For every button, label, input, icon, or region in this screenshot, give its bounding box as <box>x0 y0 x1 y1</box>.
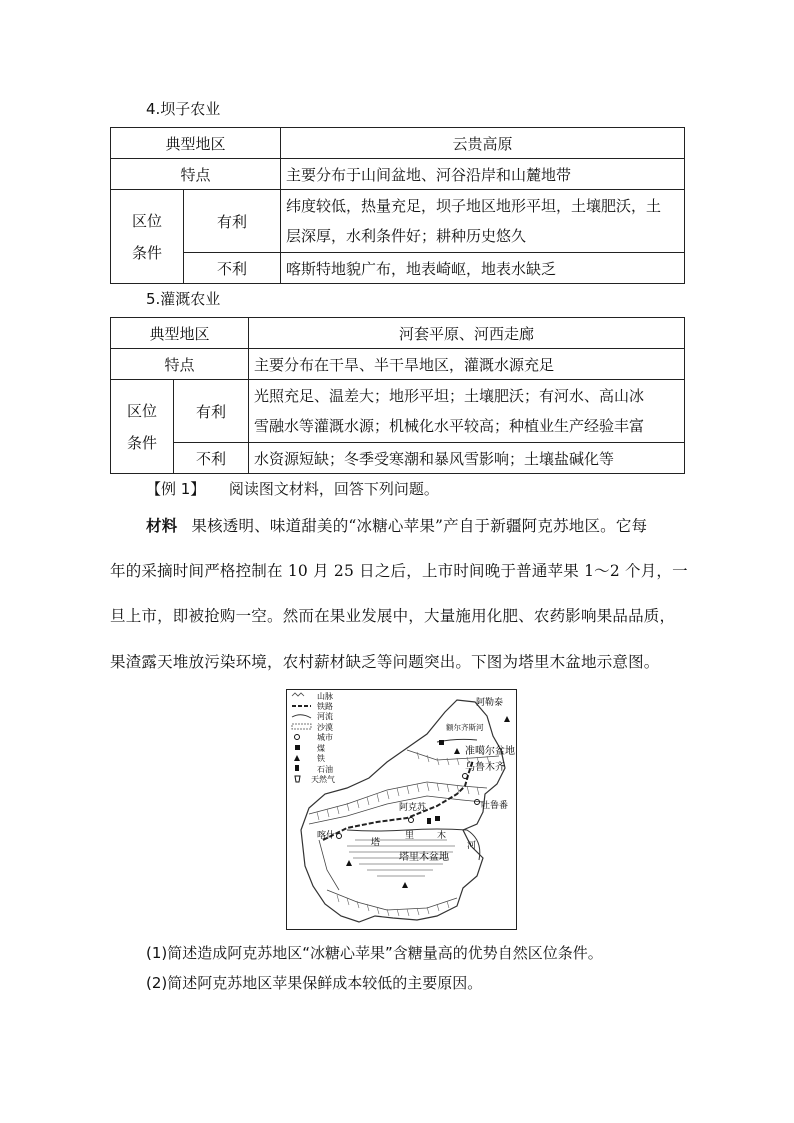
section5-heading: 5.灌溉农业 <box>146 290 221 308</box>
section4-table <box>110 127 685 284</box>
label-kashgar: 喀什 <box>317 831 336 841</box>
legend-gas: 天然气 <box>311 775 335 784</box>
label-river-ta: 塔 <box>371 838 381 848</box>
legend-river: 河流 <box>317 712 333 721</box>
label-urumqi: 乌鲁木齐 <box>465 762 505 773</box>
favorable-value <box>249 380 685 443</box>
example-instruction: 阅读图文材料，回答下列问题。 <box>228 480 439 498</box>
label-river-mu: 木 <box>437 831 447 841</box>
typical-value: 云贵高原 <box>281 128 685 159</box>
coal-symbol <box>435 816 440 821</box>
oil-symbol <box>427 818 431 824</box>
condition-label-line1: 区位 <box>131 211 162 230</box>
label-river-he: 河 <box>467 841 477 851</box>
condition-label <box>111 380 174 474</box>
material-line4: 果渣露天堆放污染环境，农村薪材缺乏等问题突出。下图为塔里木盆地示意图。 <box>110 653 660 671</box>
label-tarim-basin: 塔里木盆地 <box>399 852 449 863</box>
feature-label: 特点 <box>111 159 281 190</box>
material-line2: 年的采摘时间严格控制在 10 月 25 日之后，上市时间晚于普通苹果 1～2 个月，一 <box>110 562 688 580</box>
material-line1 <box>146 514 647 536</box>
label-junggar: 准噶尔盆地 <box>465 746 515 757</box>
feature-value: 主要分布于山间盆地、河谷沿岸和山麓地带 <box>281 159 685 190</box>
city-urumqi <box>463 774 468 779</box>
condition-label-line2: 条件 <box>131 243 162 262</box>
tarim-basin-map <box>286 689 517 930</box>
unfavorable-value: 喀斯特地貌广布，地表崎岖，地表水缺乏 <box>281 253 685 284</box>
legend-railway: 铁路 <box>317 702 333 711</box>
legend-desert: 沙漠 <box>317 723 333 732</box>
label-altay: 阿勒泰 <box>476 698 504 708</box>
legend-mountain: 山脉 <box>317 692 333 701</box>
feature-label: 特点 <box>111 349 249 380</box>
legend-iron: 铁 <box>317 754 325 763</box>
unfavorable-label: 不利 <box>174 443 249 474</box>
unfavorable-value: 水资源短缺；冬季受寒潮和暴风雪影响；土壤盐碱化等 <box>249 443 685 474</box>
feature-value: 主要分布在干旱、半干旱地区，灌溉水源充足 <box>249 349 685 380</box>
railway-line <box>323 760 473 840</box>
label-aksu: 阿克苏 <box>399 803 427 813</box>
favorable-line2: 雪融水等灌溉水源；机械化水平较高；种植业生产经验丰富 <box>254 417 645 435</box>
typical-label: 典型地区 <box>111 318 249 349</box>
iron-symbol <box>504 716 510 722</box>
iron-symbol <box>402 882 408 888</box>
condition-label-line2: 条件 <box>126 433 157 452</box>
place-labels <box>317 696 515 863</box>
city-kashgar <box>337 834 342 839</box>
material-label: 材料 <box>146 516 178 535</box>
material-text-line1: 果核透明、味道甜美的“冰糖心苹果”产自于新疆阿克苏地区。它每 <box>191 517 648 535</box>
label-river-li: 里 <box>405 831 415 841</box>
example-intro <box>146 478 439 499</box>
condition-label <box>111 190 184 284</box>
legend-coal: 煤 <box>317 744 325 753</box>
unfavorable-label: 不利 <box>184 253 281 284</box>
favorable-label: 有利 <box>184 190 281 253</box>
iron-symbol <box>346 860 352 866</box>
city-aksu <box>409 818 414 823</box>
material-line3: 旦上市，即被抢购一空。然而在果业发展中，大量施用化肥、农药影响果品品质， <box>110 607 676 625</box>
example-label: 【例 1】 <box>146 480 206 498</box>
coal-symbol <box>439 740 444 745</box>
section5-table <box>110 317 685 474</box>
typical-label: 典型地区 <box>111 128 281 159</box>
label-turpan: 吐鲁番 <box>481 801 509 811</box>
favorable-line1: 光照充足、温差大；地形平坦；土壤肥沃；有河水、高山冰 <box>254 387 645 405</box>
city-turpan <box>475 800 480 805</box>
favorable-line2: 层深厚，水利条件好；耕种历史悠久 <box>286 227 527 245</box>
question-1: (1)简述造成阿克苏地区“冰糖心苹果”含糖量高的优势自然区位条件。 <box>146 944 603 962</box>
question-2: (2)简述阿克苏地区苹果保鲜成本较低的主要原因。 <box>146 974 483 992</box>
map-legend <box>292 691 335 784</box>
favorable-line1: 纬度较低，热量充足，坝子地区地形平坦，土壤肥沃，土 <box>286 197 662 215</box>
favorable-value <box>281 190 685 253</box>
condition-label-line1: 区位 <box>126 401 157 420</box>
section4-heading: 4.坝子农业 <box>146 100 221 118</box>
legend-oil: 石油 <box>317 765 333 774</box>
iron-symbol <box>454 748 460 754</box>
favorable-label: 有利 <box>174 380 249 443</box>
typical-value: 河套平原、河西走廊 <box>249 318 685 349</box>
mountain-hatching <box>317 752 489 916</box>
legend-city: 城市 <box>317 733 333 742</box>
label-irtysh: 额尔齐斯河 <box>446 723 484 732</box>
